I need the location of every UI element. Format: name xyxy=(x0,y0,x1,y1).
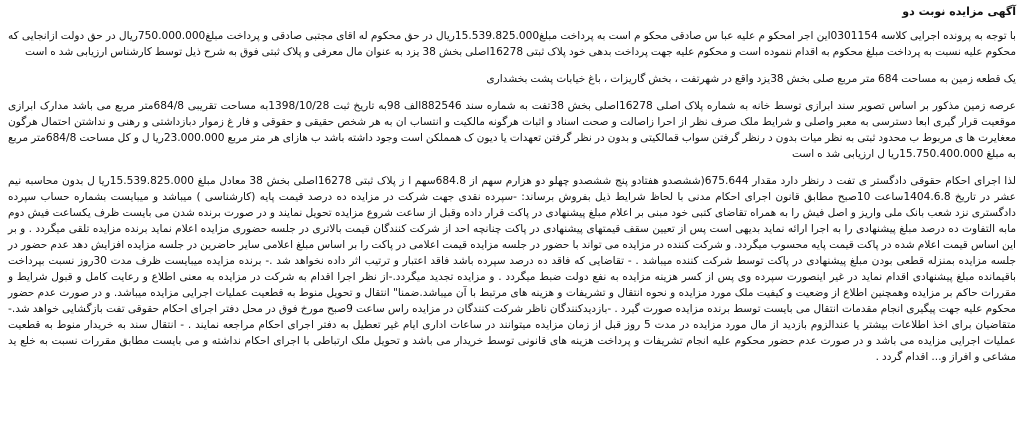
property-description-paragraph: عرصه زمین مذکور بر اساس تصویر سند ابرازی توسط خانه به شماره پلاک اصلی 16278اصلی بخش 38تفت به شماره سند 882546الف 98به تاریخ ثبت 1398/10/28به مساحت تقریبی 684/8متر مربع می باشد مدارک ابرازی موقعیت قرار گیری ابعا دسترسی به معبر واصلی و شرایط ملک صرف نظر از احرا زاصالت و صحت اسناد و اثبات هرگونه مالکیت و انتساب ان به هر شخص حقیقی و حقوقی و فار غ زموار دبازداشتی و رهنی و نداشتن احتمال هرگون معغایرت ها ی مربوط ب محدود ثبتی به نظر میات بدون د رنظر گرفتن سواب قمالکیتی و بدون در نظر گرفتن تعهدات یا دیون ک همملکن است وجود داشته باشد ب هازای هر متر مربع 23.000.000ریا ل و کل مساحت 684/8متر مربع به مبلغ 15.750.400.000ریا ل ارزیابی شد ه است xyxy=(8,100,1016,160)
case-intro-paragraph: با توجه به پرونده اجرایی کلاسه 0301154این اجر امحکو م علیه عبا س صادقی محکو م است به پرداخت مبلغ15.539.825.000ریال در حق محکوم له اقای مجتبی صادقی و پرداخت مبلغ750.000.000ریال در حق دولت ازانجایی که محکوم علیه نسبت به پرداخت مبلغ محکوم به اقدام ننموده است و محکوم علیه جهت پرداخت بدهی خود پلاک ثبتی 16278اصلی بخش 38 یزد به عنوان مال معرفی و پلاک ثبتی فوق به شرح ذیل توسط کارشناس ارزیابی شد ه است xyxy=(8,30,1016,58)
auction-terms-paragraph: لذا اجرای احکام حقوقی دادگستر ی تفت د رنظر دارد مقدار 675.644(ششصدو هفتادو پنج ششصدو چهلو دو هزارم سهم از 684.8سهم ا ز پلاک ثبتی 16278اصلی بخش 38 معادل مبلغ 15.539.825.000ریا ل بدون محاسبه نیم عشر در تاریخ 1404.6.8ساعت 10صبح مطابق قانون اجرای احکام مدنی با لحاظ شرایط ذیل بفروش برساند: -سپرده نقدی جهت شرکت در مزایده ده درصد قیمت پایه (کارشناسی ) میباشد و میبایست بشماره حساب سپرده دادگستری نزد شعب بانک ملی واریز و اصل فیش را به همراه تقاضای کتبی خود مبنی بر اعلام مبلغ پیشنهادی در پاکت قرار داده وقبل از ساعت شروع مزایده تحویل نمایند و در صورت برنده شدن می بایست ظرف یکساعت فیش دوم مابه التفاوت ده درصد مبلغ پیشنهادی را به اجرا ارائه نماید بدیهی است پس از تعیین سقف قیمتهای پیشنهادی در پاکت چنانچه احد از شرکت کنندگان قیمت بالاتری در جلسه حضوری مزایده اعلام نماید برنده مزایده تلقی میگردد . و بر این اساس قیمت اعلام شده در پاکت قیمت پایه محسوب میگردد. و شرکت کننده در مزایده می تواند با حضور در جلسه مزایده قیمت اعلامی در پاکت را بر اساس مبلغ اعلامی سایر حاضرین در جلسه مزایده افزایش دهد عدم حضور در جلسه مزایده بمنزله قطعی بودن مبلغ پیشنهادی در پاکت توسط شرکت کننده میباشد . - تقاضایی که فاقد ده درصد سپرده باشد فاقد اعتبار و ترتیب اثر داده نخواهد شد .- برنده مزایده میبایست ظرف مدت 30روز نسبت بپرداخت باقیمانده مبلغ پیشنهادی اقدام نماید در غیر اینصورت سپرده وی پس از کسر هزینه مزایده به نفع دولت ضبط میگردد . و مزایده تجدید میگردد.-از نظر اجرا اقدام به شرکت در مزایده به معنی اطلاع و رعایت کامل و قبول شرایط و مقررات حاکم بر مزایده وهمچنین اطلاع از وضعیت و کیفیت ملک مورد مزایده و نحوه انتقال و تشریفات و هزینه های مرتبط با آن میباشد.ضمنا" انتقال و تحویل منوط به قطعیت عملیات اجرایی مزایده میباشد. و در صورت عدم حضور محکوم علیه جهت پیگیری انجام مقدمات انتقال می بایست توسط برنده مزایده صورت گیرد . -بازدیدکنندگان ناظر شرکت کنندگان در مزایده راس ساعت 9صبح مورخ فوق در محل دفتر اجرای احکام حقوقی تفت بازگشایی خواهد شد.-متقاضیان برای اخذ اطلاعات بیشتر یا عندالزوم بازدید از مال مورد مزایده در مدت 5 روز قبل از زمان مزایده میتوانند در ساعات اداری ایام غیر تعطیل به دفتر اجرای احکام مراجعه نمایند . - انتقال سند به خریدار منوط به قطعیت عملیات اجرایی مزایده می باشد و در صورت عدم حضور محکوم علیه انجام تشریفات و پرداخت هزینه های قانونی توسط خریدار می باشد و تحویل ملک ارتباطی با اجرای احکام نداشته و می بایست مطابق مقررات نسبت به خلع ید مشاعی و افراز و... اقدام گردد . xyxy=(8,175,1017,363)
notice-title: آگهی مزایده نوبت دو xyxy=(902,5,1016,18)
property-summary-paragraph: یک قطعه زمین به مساحت 684 متر مربع صلی بخش 38یزد واقع در شهرتفت ، بخش گاریزات ، باغ خیابات پشت بخشداری xyxy=(486,73,1016,85)
